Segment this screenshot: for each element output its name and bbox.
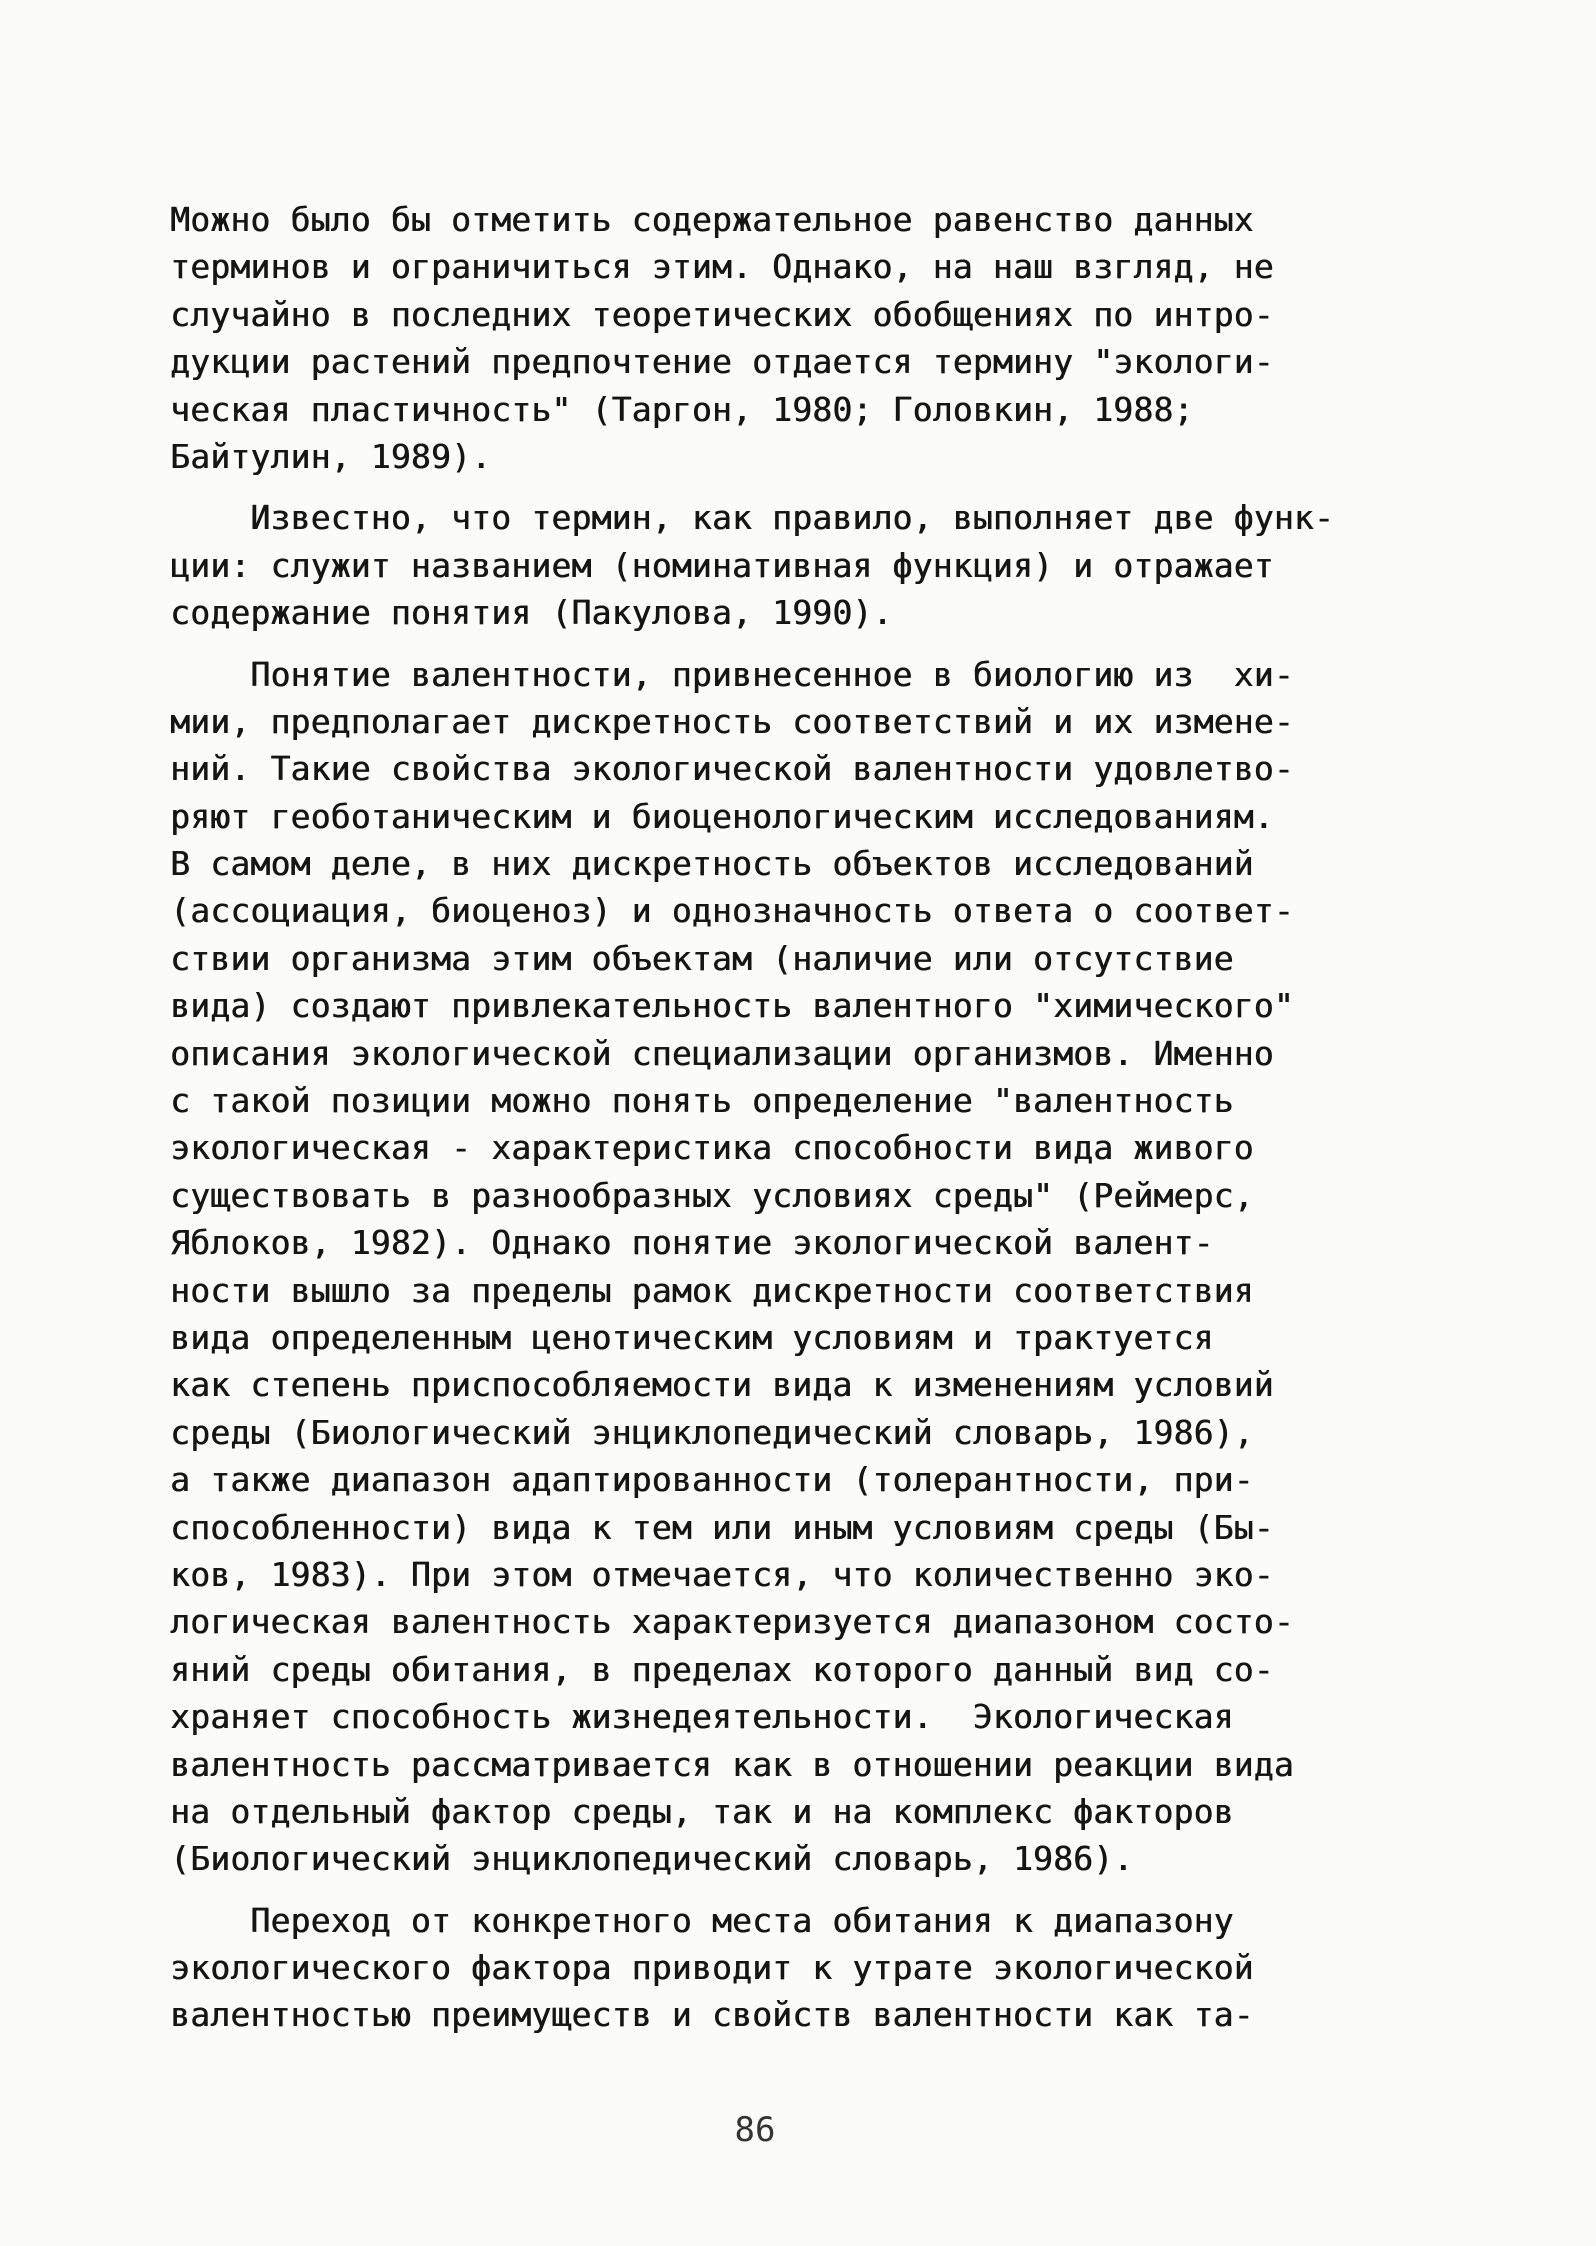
text-line: дукции растений предпочтение отдается термину "экологи- [170,342,1274,382]
text-line: Переход от конкретного места обитания к диапазону [170,1900,1234,1940]
text-line: ческая пластичность" (Таргон, 1980; Головкин, 1988; [170,389,1194,429]
text-line: Можно было бы отметить содержательное равенство данных [170,200,1254,239]
text-line: способленности) вида к тем или иным условиям среды (Бы- [170,1507,1274,1547]
text-line: терминов и ограничиться этим. Однако, на наш взгляд, не [170,247,1274,287]
text-line: ний. Такие свойства экологической валентности удовлетво- [170,749,1294,789]
text-line: содержание понятия (Пакулова, 1990). [170,593,893,633]
text-line: валентностью преимуществ и свойств валентности как та- [170,1995,1254,2035]
page-number: 86 [734,2110,776,2150]
text-line: экологического фактора приводит к утрате экологической [170,1948,1254,1988]
text-line: ствии организма этим объектам (наличие или отсутствие [170,938,1234,978]
text-line: среды (Биологический энциклопедический словарь, 1986), [170,1412,1254,1452]
text-line: случайно в последних теоретических обобщениях по интро- [170,294,1274,334]
text-line: валентность рассматривается как в отношении реакции вида [170,1744,1294,1784]
text-line: вида определенным ценотическим условиям и трактуется [170,1317,1214,1357]
text-line: Яблоков, 1982). Однако понятие экологической валент- [170,1223,1214,1263]
text-line: В самом деле, в них дискретность объектов исследований [170,844,1254,884]
text-line: (Биологический энциклопедический словарь, 1986). [170,1839,1134,1879]
text-line: яний среды обитания, в пределах которого данный вид со- [170,1649,1274,1689]
text-line: Понятие валентности, привнесенное в биологию из хи- [170,654,1294,694]
text-line: Байтулин, 1989). [170,436,492,476]
text-line: ции: служит названием (номинативная функция) и отражает [170,545,1274,585]
text-line: (ассоциация, биоценоз) и однозначность ответа о соответ- [170,891,1294,931]
text-line: ности вышло за пределы рамок дискретности соответствия [170,1270,1254,1310]
text-line: на отдельный фактор среды, так и на комплекс факторов [170,1791,1234,1831]
paragraph [170,196,1460,480]
text-line: описания экологической специализации организмов. Именно [170,1033,1274,1073]
paragraph [170,494,1460,636]
text-line: храняет способность жизнедеятельности. Экологическая [170,1697,1234,1737]
paragraph [170,651,1460,1883]
text-line: экологическая - характеристика способности вида живого [170,1128,1254,1168]
text-line: мии, предполагает дискретность соответствий и их измене- [170,701,1294,741]
text-line: Известно, что термин, как правило, выполняет две функ- [170,498,1334,538]
text-line: а также диапазон адаптированности (толерантности, при- [170,1460,1254,1500]
text-line: как степень приспособляемости вида к изменениям условий [170,1365,1274,1405]
text-line: логическая валентность характеризуется диапазоном состо- [170,1602,1294,1642]
paragraph [170,1897,1460,2039]
text-line: существовать в разнообразных условиях среды" (Реймерс, [170,1175,1254,1215]
document-body [170,196,1460,2039]
text-line: ков, 1983). При этом отмечается, что количественно эко- [170,1554,1274,1594]
text-line: вида) создают привлекательность валентного "химического" [170,986,1294,1026]
text-line: ряют геоботаническим и биоценологическим исследованиям. [170,796,1274,836]
text-line: с такой позиции можно понять определение "валентность [170,1081,1234,1121]
